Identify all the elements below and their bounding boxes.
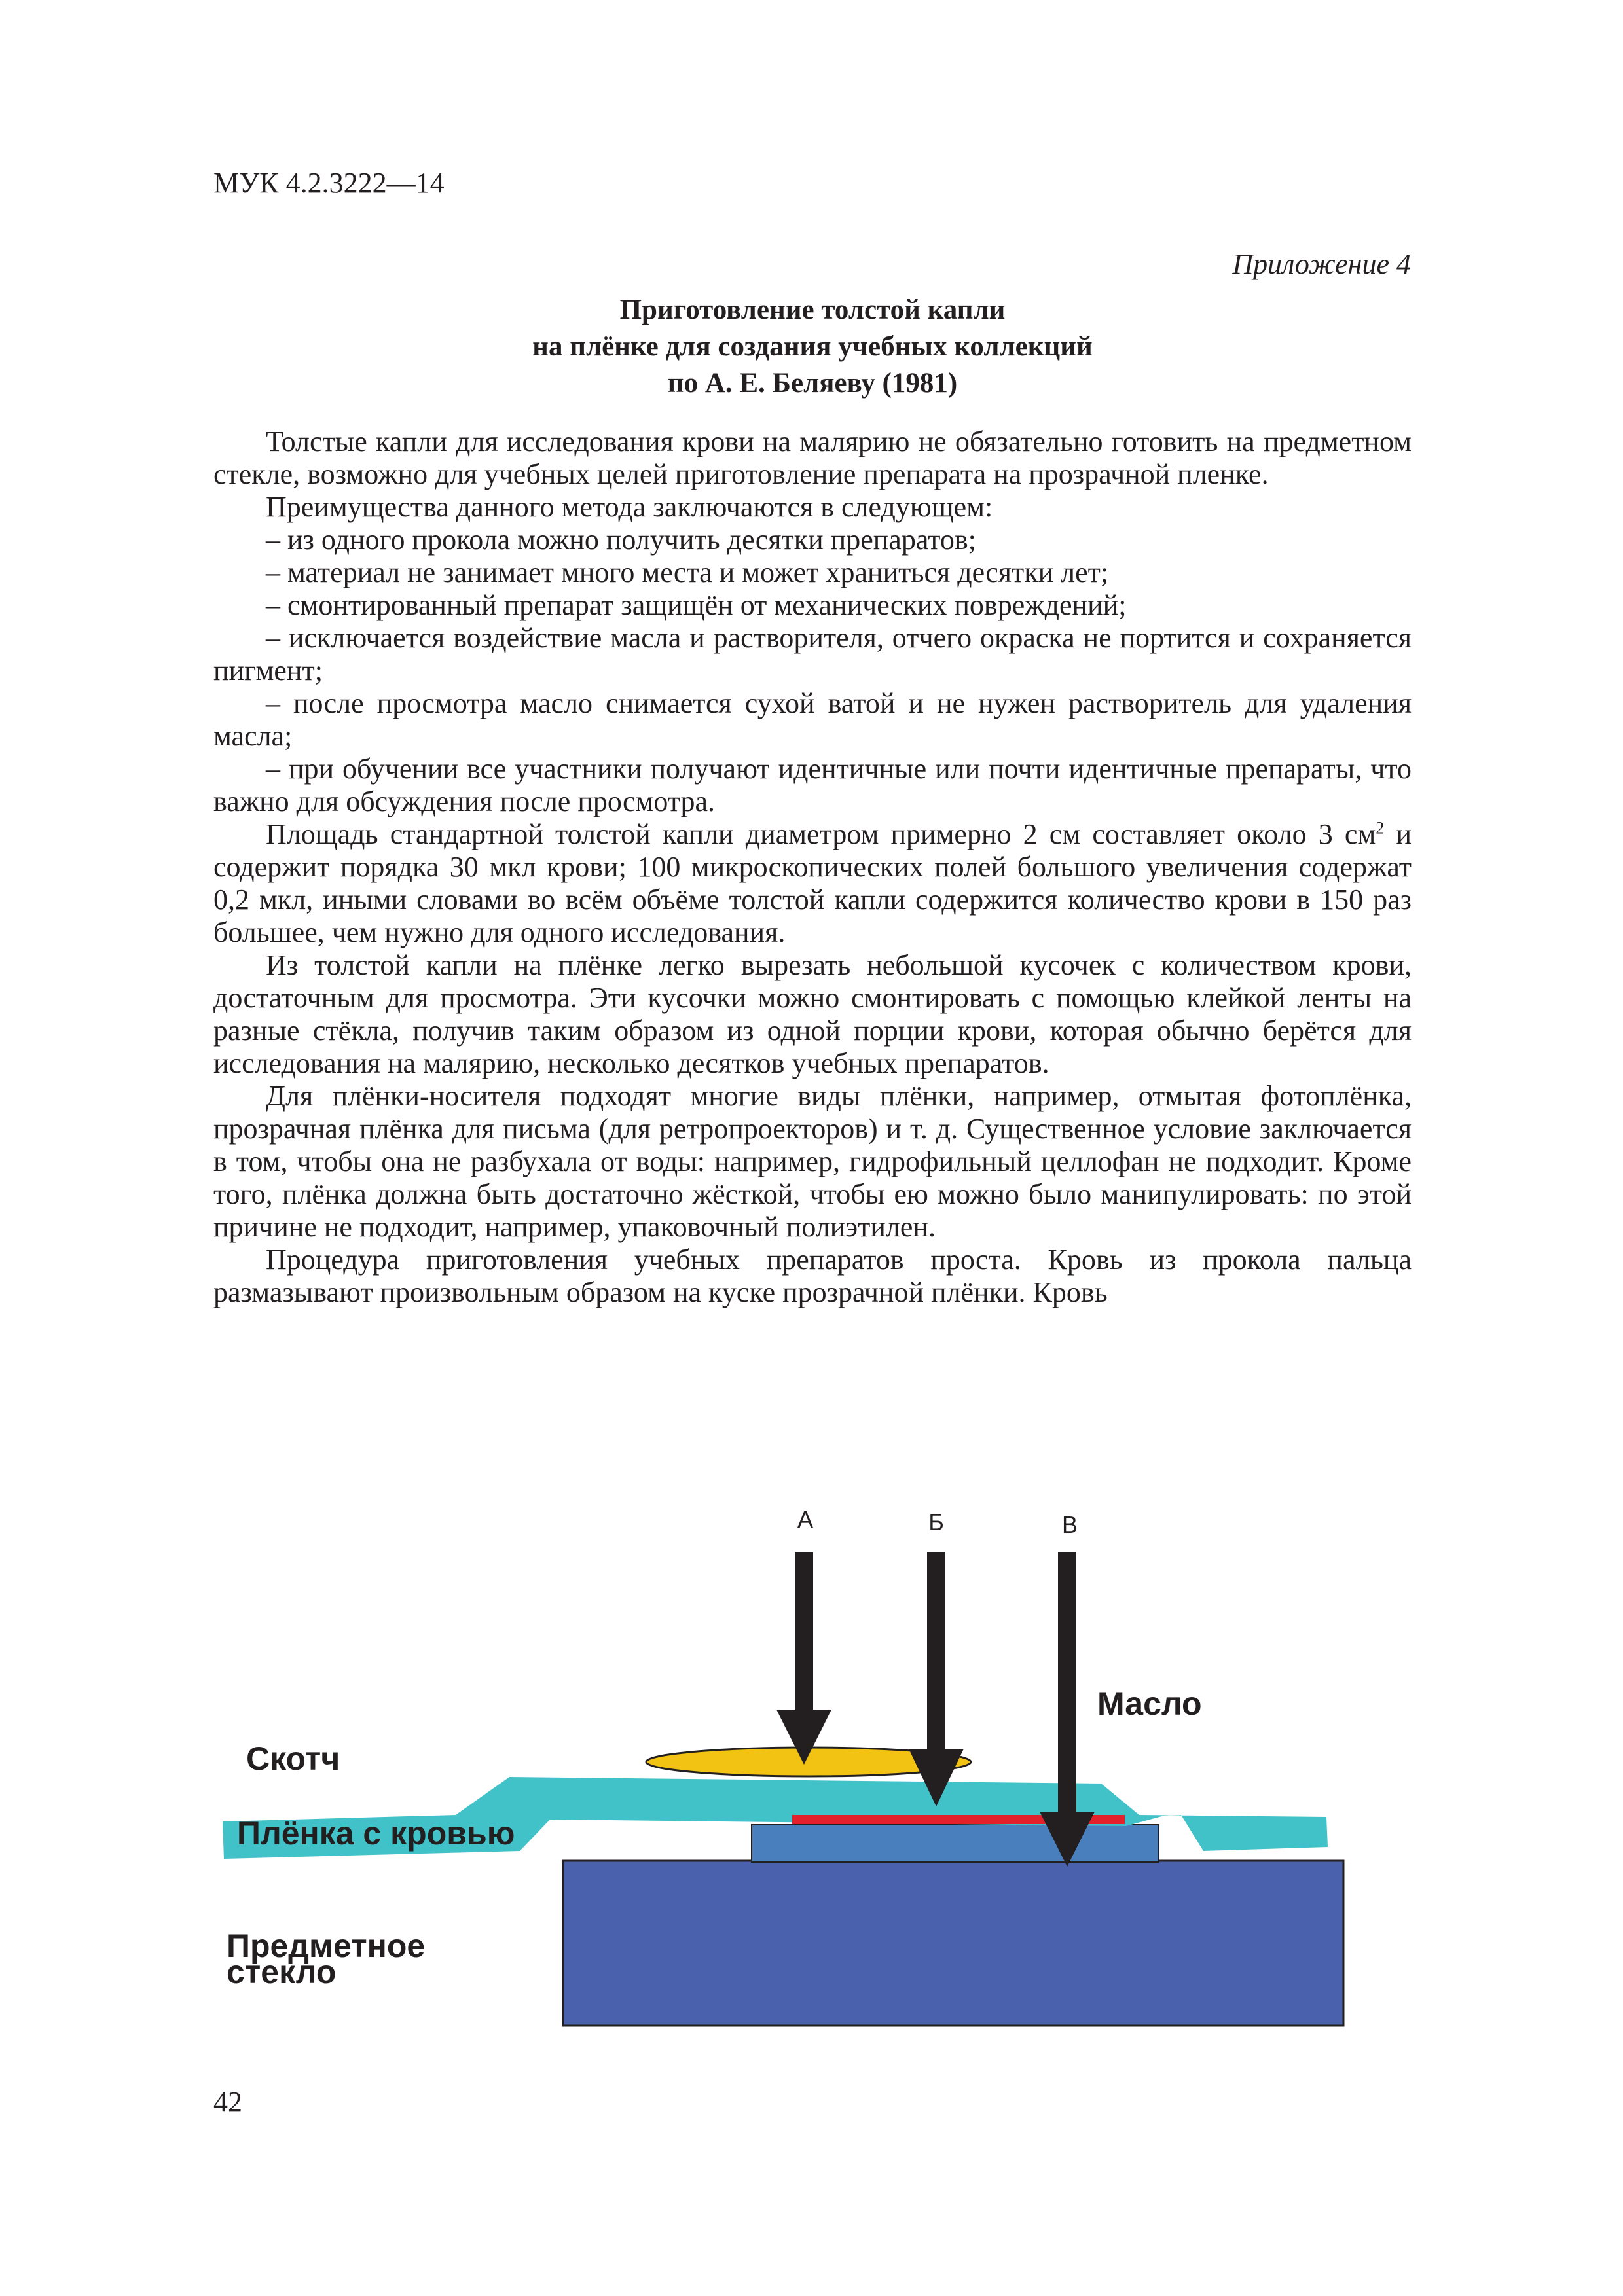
superscript: 2 — [1376, 818, 1385, 838]
glass-slide — [563, 1861, 1343, 2026]
arrow-v-label: В — [1061, 1511, 1078, 1538]
paragraph-area — [213, 818, 1412, 949]
arrow-a-label: А — [797, 1506, 814, 1533]
paragraph-area-part-2: и содержит порядка 30 мкл крови; 100 микроскопических полей большого увеличения содержат 0,2 мкл, иными словами во всём объёме толстой капли содержится количество крови в 150 раз большее, чем нужно для одного исследования. — [213, 818, 1412, 948]
list-item: – после просмотра масло снимается сухой ватой и не нужен растворитель для удаления масла; — [213, 687, 1412, 752]
arrow-v — [1040, 1552, 1095, 1867]
paragraph-advantages: Преимущества данного метода заключаются в следующем: — [266, 491, 993, 523]
body-text — [213, 425, 1412, 1309]
list-item: – исключается воздействие масла и растворителя, отчего окраска не портится и сохраняется пигмент; — [213, 622, 1412, 687]
slide-label-line-1: Предметное — [227, 1928, 426, 1964]
appendix-label: Приложение 4 — [1232, 248, 1411, 280]
running-header: МУК 4.2.3222—14 — [213, 167, 445, 199]
title-line-2: на плёнке для создания учебных коллекций — [532, 331, 1093, 362]
list-item: – из одного прокола можно получить десятки препаратов; — [266, 524, 976, 556]
figure-slide-diagram — [213, 1473, 1412, 2049]
tape-label: Скотч — [246, 1740, 340, 1777]
arrow-a — [776, 1552, 831, 1765]
paragraph-area-part-1: Площадь стандартной толстой капли диаметром примерно 2 см составляет около 3 см — [266, 818, 1376, 850]
arrow-b-label: Б — [928, 1509, 944, 1535]
title-line-3: по А. Е. Беляеву (1981) — [667, 368, 958, 399]
page-number: 42 — [213, 2086, 242, 2118]
paragraph-intro: Толстые капли для исследования крови на малярию не обязательно готовить на предметном стекле, возможно для учебных целей приготовление препарата на прозрачной пленке. — [213, 425, 1412, 490]
paragraph-cutting: Из толстой капли на плёнке легко вырезать небольшой кусочек с количеством крови, достаточным для просмотра. Эти кусочки можно смонтировать с помощью клейкой ленты на разные стёкла, получив таким образом из одной порции крови, которая обычно берётся для исследования на малярию, несколько десятков учебных препаратов. — [213, 949, 1412, 1079]
blood-film — [752, 1825, 1159, 1862]
list-item: – смонтированный препарат защищён от механических повреждений; — [266, 589, 1127, 621]
page-title — [213, 292, 1412, 402]
oil-label: Масло — [1097, 1685, 1202, 1722]
list-item: – материал не занимает много места и может храниться десятки лет; — [266, 556, 1109, 588]
title-line-1: Приготовление толстой капли — [619, 295, 1006, 325]
film-label: Плёнка с кровью — [237, 1815, 515, 1852]
slide-label-line-2: стекло — [227, 1954, 337, 1990]
paragraph-procedure: Процедура приготовления учебных препаратов проста. Кровь из прокола пальца размазывают произвольным образом на куске прозрачной плёнки. Кровь — [213, 1244, 1412, 1308]
list-item: – при обучении все участники получают идентичные или почти идентичные препараты, что важно для обсуждения после просмотра. — [213, 753, 1412, 817]
diagram-svg — [213, 1473, 1412, 2049]
paragraph-film-types: Для плёнки-носителя подходят многие виды плёнки, например, отмытая фотоплёнка, прозрачная плёнка для письма (для ретропроекторов) и т. д. Существенное условие заключается в том, чтобы она не разбухала от воды: например, гидрофильный целлофан не подходит. Кроме того, плёнка должна быть достаточно жёсткой, чтобы ею можно было манипулировать: по этой причине не подходит, например, упаковочный полиэтилен. — [213, 1080, 1412, 1243]
